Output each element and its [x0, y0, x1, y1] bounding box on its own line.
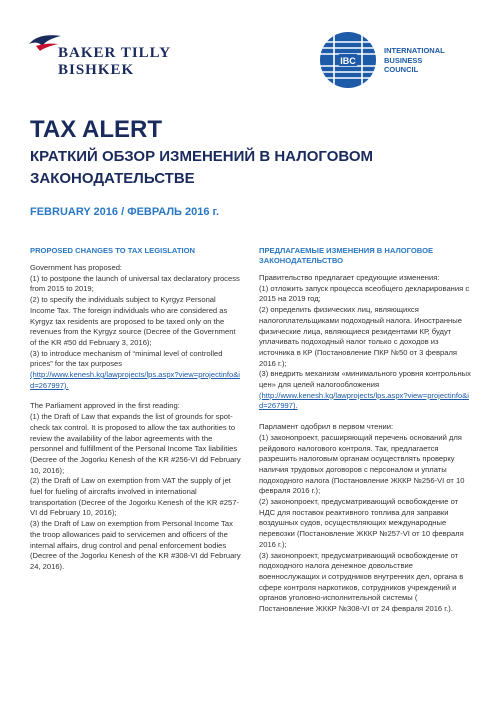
- globe-icon: [318, 30, 378, 90]
- parliament-item-2-ru: (2) законопроект, предусматривающий освобождение от НДС для поставок реактивного топлива для заправки воздушных судов, осуществляющих международные перевозки (Постановление ЖККР №257-VI от 10 февраля 2016 г.);: [259, 497, 464, 549]
- bird-logo-icon: [28, 32, 62, 52]
- english-column: [30, 246, 242, 573]
- government-item-2-ru: (2) определить физических лиц, являющихся налогоплательщиками подоходный налога. Иностранные физические лица, являющиеся резидентами КР, будут уплачивать подоходный налог только с доходов из источника в КР (Постановление ПКР №50 от 3 февраля 2016 г.);: [259, 305, 462, 368]
- russian-heading: ПРЕДЛАГАЕМЫЕ ИЗМЕНЕНИЯ В НАЛОГОВОЕ ЗАКОНОДАТЕЛЬСТВО: [259, 246, 434, 265]
- issue-date: FEBRUARY 2016 / ФЕВРАЛЬ 2016 г.: [30, 206, 220, 218]
- government-intro: Government has proposed:: [30, 263, 123, 272]
- parliament-intro: The Parliament approved in the first reading:: [30, 401, 180, 411]
- ibc-mark: IBC: [340, 56, 356, 66]
- baker-tilly-logo: [28, 28, 188, 80]
- company-name-line2: BISHKEK: [58, 62, 135, 78]
- government-item-3: (3) to introduce mechanism of “minimal level of controlled prices” for the tax purposes: [30, 348, 223, 369]
- lawproject-link-ru[interactable]: (http://www.kenesh.kg/lawprojects/lps.aspx?view=projectinfo&id=267997).: [259, 390, 469, 411]
- company-name-line1: BAKER TILLY: [58, 45, 172, 61]
- page-subtitle: КРАТКИЙ ОБЗОР ИЗМЕНЕНИЙ В НАЛОГОВОМ ЗАКОНОДАТЕЛЬСТВЕ: [30, 148, 373, 187]
- government-item-1-ru: (1) отложить запуск процесса всеобщего декларирования с 2015 на 2019 год;: [259, 283, 470, 304]
- council-name-line1: INTERNATIONAL: [384, 46, 445, 55]
- parliament-item-1: (1) the Draft of Law that expands the list of grounds for spot-check tax control. It is proposed to allow the tax authorities to review the availability of the labor agreements with the personnel and fulfillment of the Personal Income Tax liabilities (Decree of the Jogorku Kenesh of the KR #256-VI dd February 10, 2016);: [30, 412, 241, 475]
- russian-column: [259, 246, 471, 615]
- ibc-logo: [318, 30, 478, 100]
- parliament-item-1-ru: (1) законопроект, расширяющий перечень оснований для рейдового налогового контроля. Так, предлагается разрешить налоговым органам осуществлять проверку наличия трудовых договоров с персоналом и уплаты подоходного налога (Постановление ЖККР №256-VI от 10 февраля 2016 г.);: [259, 432, 465, 496]
- parliament-item-3: (3) the Draft of Law on exemption from Personal Income Tax the troop allowances paid to servicemen and officers of the internal affairs, drug control and penal enforcement bodies (Decree of the Jogorku Kenesh of the KR #308-VI dd February 24, 2016).: [30, 519, 241, 571]
- parliament-intro-ru: Парламент одобрил в первом чтении:: [259, 422, 394, 432]
- government-item-1: (1) to postpone the launch of universal tax declaratory process from 2015 to 2019;: [30, 273, 240, 294]
- government-item-2: (2) to specify the individuals subject to Kyrgyz Personal Income Tax. The foreign individuals who are considered as Kyrgyz tax residents are proposed to be taxed only on the revenues from the Kyrgyz source (Decree of the Government of the KR #50 dd February 3, 2016);: [30, 295, 236, 347]
- government-intro-ru: Правительство предлагает средующие изменения:: [259, 273, 440, 282]
- lawproject-link[interactable]: (http://www.kenesh.kg/lawprojects/lps.aspx?view=projectinfo&id=267997).: [30, 370, 240, 390]
- page-title: TAX ALERT: [30, 116, 162, 143]
- council-name: [384, 46, 445, 75]
- council-name-line3: COUNCIL: [384, 65, 419, 74]
- parliament-item-3-ru: (3) законопроект, предусматривающий освобождение от подоходного налога денежное довольствие военнослужащих и сотрудников внутренних дел, органа в сфере контроля наркотиков, сотрудников учреждений и органов уголовно-исполнительной системы ( Постановление ЖККР №308-VI от 24 февраля 2016 г.).: [259, 550, 464, 614]
- council-name-line2: BUSINESS: [384, 55, 423, 65]
- parliament-item-2: (2) the Draft of Law on exemption from VAT the supply of jet fuel for fueling of aircrafts involved in international transportation (Decree of the Jogorku Kenesh of the KR #257-VI dd February 10, 2016);: [30, 476, 239, 518]
- english-heading: PROPOSED CHANGES TO TAX LEGISLATION: [30, 246, 195, 255]
- government-item-3-ru: (3) внедрить механизм «минимального уровня контрольных цен» для целей налогообложения: [259, 369, 471, 390]
